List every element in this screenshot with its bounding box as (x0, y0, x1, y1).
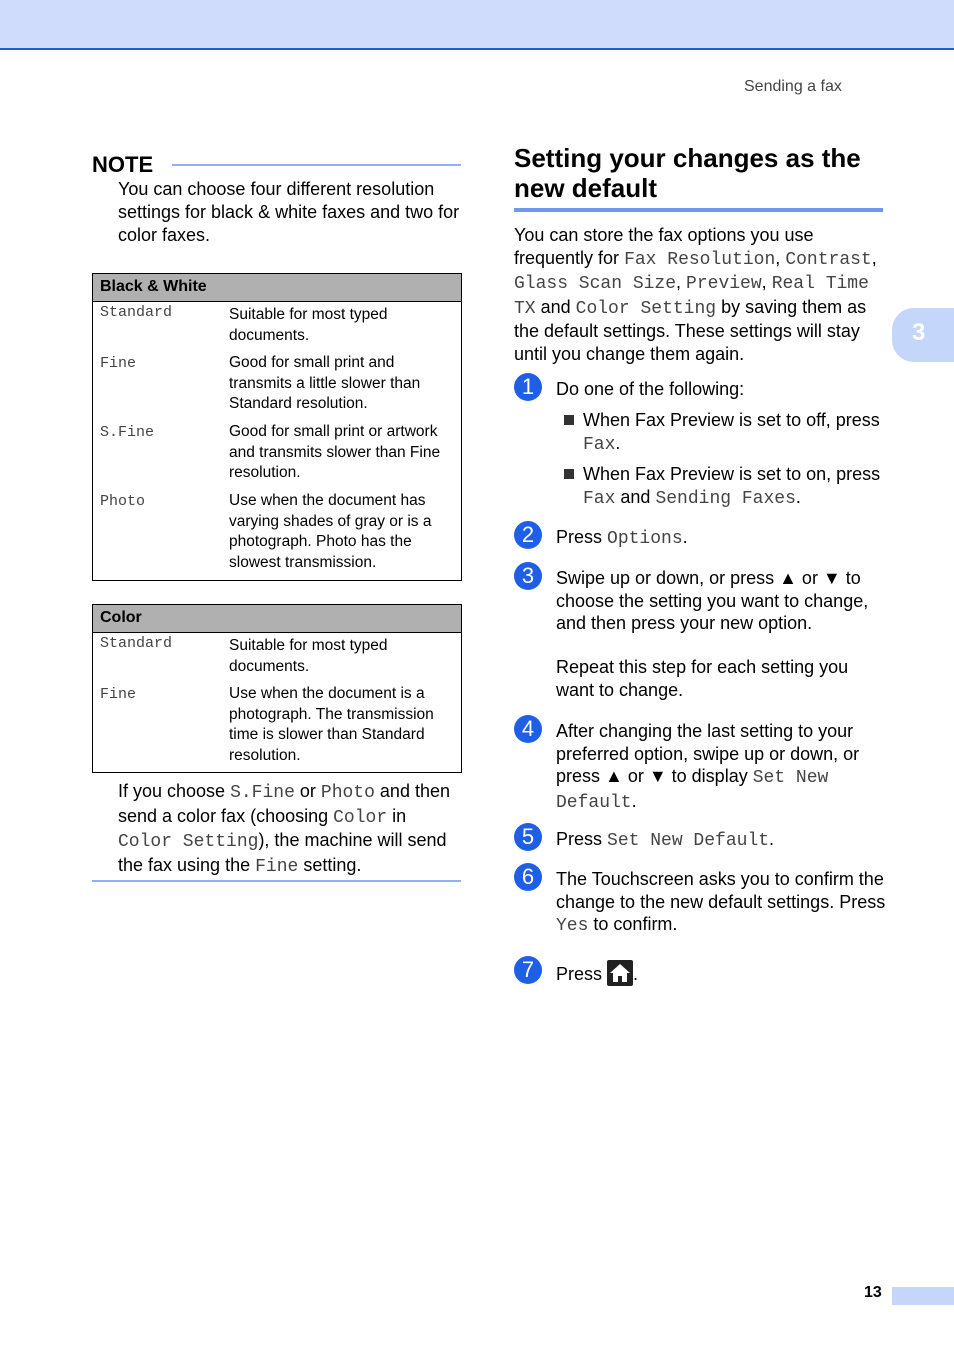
note-title: NOTE (92, 152, 154, 177)
text: When Fax Preview is set to on, press (583, 464, 881, 484)
mode-name: Fine (100, 355, 137, 372)
step-number: 7 (514, 956, 542, 984)
text: , (761, 272, 772, 292)
code-text: Contrast (785, 249, 872, 270)
text: If you choose (118, 781, 231, 801)
table-row (93, 422, 461, 491)
step-text (556, 868, 886, 938)
text: Press (556, 964, 608, 984)
text: to confirm. (588, 914, 678, 934)
text: Press (556, 527, 608, 547)
text: setting. (298, 854, 362, 875)
chapter-number: 3 (912, 319, 926, 346)
mode-description: Use when the document has varying shades of gray or is a photograph. Photo has the slowest transmission. (229, 492, 432, 571)
code-text: Yes (556, 916, 589, 936)
code-text: Preview (686, 274, 762, 294)
step-number: 3 (514, 562, 542, 590)
mode-name: Fine (100, 686, 137, 703)
code-text: Fax (583, 488, 616, 509)
step-number: 5 (514, 823, 542, 851)
code-text: Color (333, 807, 388, 828)
section-title: Setting your changes as the new default (514, 143, 861, 203)
table-header: Color (93, 605, 461, 633)
code-text: Real Time TX (514, 274, 869, 319)
section-intro (514, 224, 890, 365)
step-text: Swipe up or down, or press ▲ or ▼ to choose the setting you want to change, and then press your new option. (556, 568, 869, 633)
text: ), the machine will send the fax using the (118, 830, 447, 875)
table-row (93, 684, 461, 772)
code-text: Fax (583, 434, 616, 455)
mode-description: Suitable for most typed documents. (229, 306, 388, 344)
step-number: 6 (514, 863, 542, 891)
code-text: Glass Scan Size (514, 274, 677, 294)
page-number-bar (892, 1287, 954, 1305)
text: and then send a color fax (choosing (118, 781, 450, 826)
step-note: Repeat this step for each setting you want to change. (556, 657, 849, 700)
text: in (387, 805, 407, 826)
table-row (93, 491, 461, 580)
bullet-square-icon (564, 469, 574, 479)
mode-name: Standard (100, 635, 173, 652)
step-number: 2 (514, 521, 542, 549)
text: When Fax Preview is set to off, press (583, 410, 880, 430)
code-text: Color Setting (575, 298, 717, 319)
bullet-square-icon (564, 415, 574, 425)
header-band (0, 0, 954, 50)
text: , (676, 272, 687, 292)
text: . (631, 790, 637, 811)
mode-description: Use when the document is a photograph. The transmission time is slower than Standard resolution. (229, 685, 434, 764)
code-text: Set New Default (607, 831, 770, 851)
note-rule (172, 164, 461, 166)
mode-name: Photo (100, 493, 146, 510)
table-row (93, 353, 461, 422)
color-fax-note (118, 780, 464, 878)
step-text (556, 960, 886, 986)
code-text: Fax Resolution (624, 249, 776, 270)
mode-description: Suitable for most typed documents. (229, 637, 388, 675)
text: by saving them as the default settings. These settings will stay until you change them again. (514, 296, 867, 364)
chapter-tab (892, 308, 954, 362)
text: Press (556, 829, 608, 849)
page-number: 13 (864, 1284, 882, 1301)
code-text: Options (607, 529, 683, 549)
step-text (556, 720, 886, 814)
step-text (556, 828, 886, 853)
mode-name: S.Fine (100, 424, 155, 441)
code-text: Fine (255, 856, 299, 877)
home-icon (607, 960, 633, 986)
code-text: Color Setting (118, 832, 259, 852)
list-item (564, 409, 884, 456)
code-text: Sending Faxes (655, 488, 796, 509)
color-resolution-table (92, 604, 462, 773)
step-text: Do one of the following: (556, 379, 745, 399)
text: . (633, 964, 639, 984)
text: After changing the last setting to your preferred option, swipe up or down, or press ▲ or ▼ to display (556, 721, 860, 786)
table-row (93, 633, 461, 684)
text: . (682, 527, 688, 547)
list-item (564, 463, 884, 510)
code-text: S.Fine (230, 783, 295, 803)
mode-description: Good for small print and transmits a little slower than Standard resolution. (229, 354, 421, 412)
text: and (615, 486, 656, 507)
text: . (795, 486, 801, 507)
bw-resolution-table (92, 273, 462, 581)
table-header: Black & White (93, 274, 461, 302)
table-row (93, 302, 461, 353)
text: , (871, 247, 877, 268)
code-text: Photo (320, 783, 375, 803)
mode-description: Good for small print or artwork and transmits slower than Fine resolution. (229, 423, 441, 481)
text: . (769, 829, 775, 849)
note-end-rule (92, 880, 461, 882)
step-number: 4 (514, 715, 542, 743)
step-number: 1 (514, 373, 542, 401)
text: and (535, 296, 576, 317)
running-title: Sending a fax (744, 78, 842, 95)
text: You can store the fax options you use frequently for (514, 225, 814, 268)
note-text: You can choose four different resolution settings for black & white faxes and two for color faxes. (118, 179, 460, 245)
text: The Touchscreen asks you to confirm the change to the new default settings. Press (556, 869, 886, 912)
text: or (294, 781, 321, 801)
text: , (775, 247, 786, 268)
code-text: Set New Default (556, 768, 829, 813)
mode-name: Standard (100, 304, 173, 321)
text: . (615, 432, 621, 453)
section-rule (514, 208, 883, 212)
step-text (556, 526, 886, 551)
